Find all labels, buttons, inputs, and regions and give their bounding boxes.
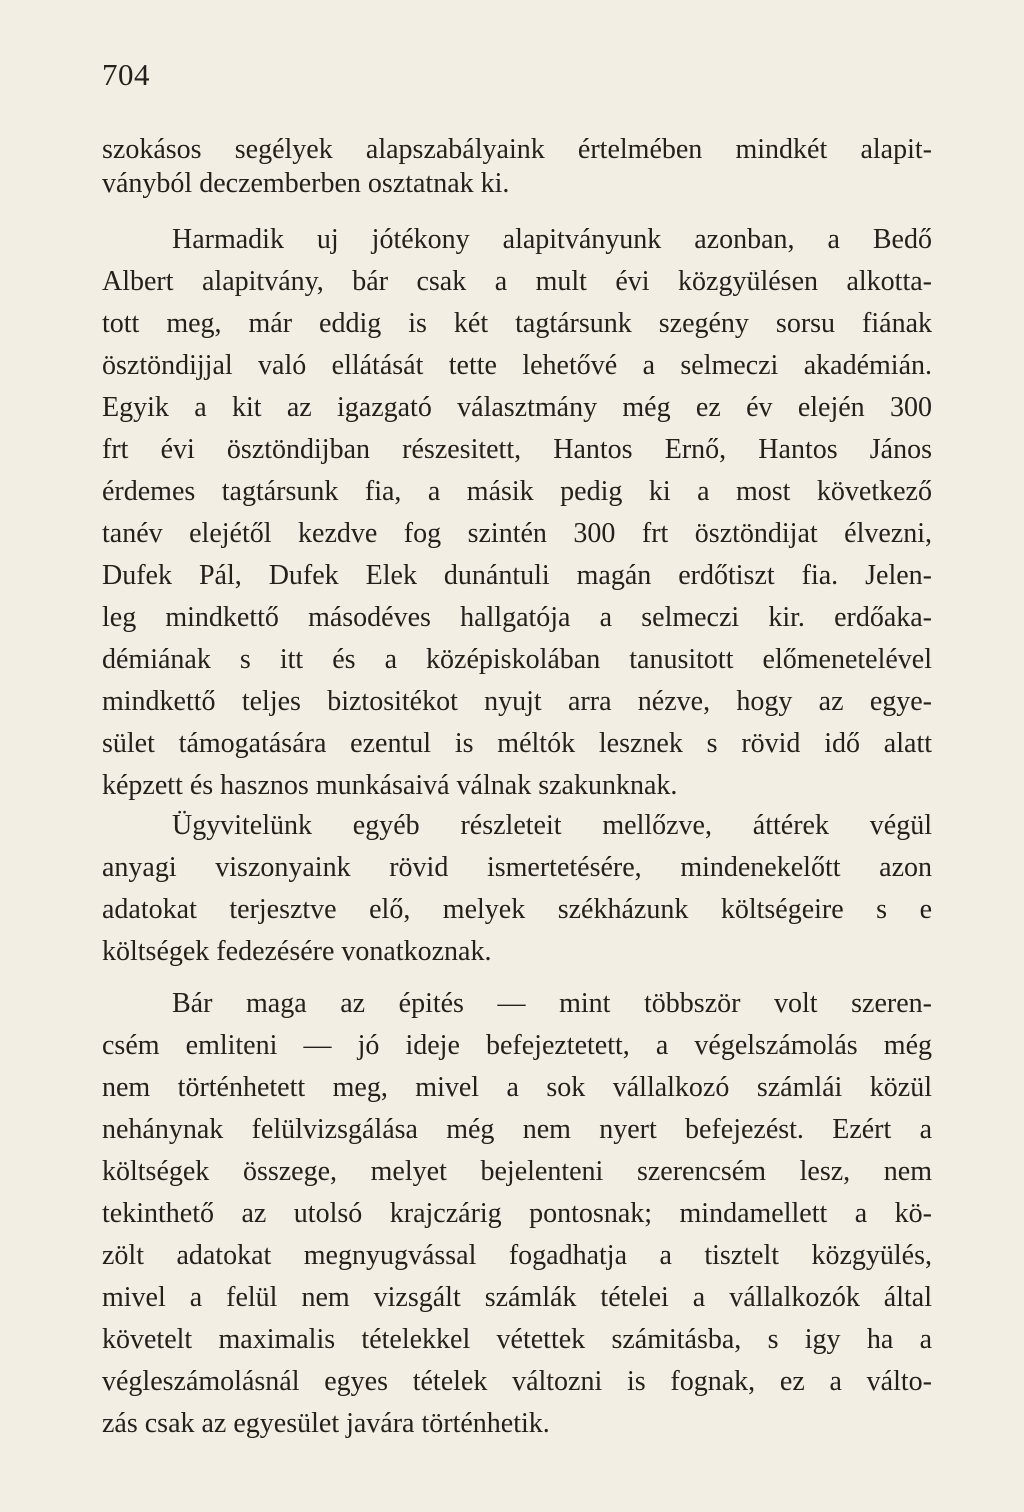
text-line: követelt maximalis tételekkel vétettek számitásba, s igy ha a [102, 1324, 932, 1355]
text-line: zás csak az egyesület javára történhetik. [102, 1408, 550, 1439]
text-line: tanév elejétől kezdve fog szintén 300 frt ösztöndijat élvezni, [102, 518, 932, 549]
text-line: Egyik a kit az igazgató választmány még ez év elején 300 [102, 392, 932, 423]
text-line: képzett és hasznos munkásaivá válnak szakunknak. [102, 770, 678, 801]
text-line: mindkettő teljes biztositékot nyujt arra nézve, hogy az egye- [102, 686, 932, 717]
text-line: démiának s itt és a középiskolában tanusitott előmenetelével [102, 644, 932, 675]
text-line: érdemes tagtársunk fia, a másik pedig ki a most következő [102, 476, 932, 507]
text-line: mivel a felül nem vizsgált számlák tételei a vállalkozók által [102, 1282, 932, 1313]
page-number: 704 [102, 57, 150, 92]
text-line: költségek fedezésére vonatkoznak. [102, 936, 492, 967]
text-line: csém emliteni — jó ideje befejeztetett, a végelszámolás még [102, 1030, 932, 1061]
text-line: Ügyvitelünk egyéb részleteit mellőzve, áttérek végül [172, 810, 932, 841]
text-line: Dufek Pál, Dufek Elek dunántuli magán erdőtiszt fia. Jelen- [102, 560, 932, 591]
text-line: szokásos segélyek alapszabályaink értelmében mindkét alapit- [102, 134, 932, 165]
text-line: anyagi viszonyaink rövid ismertetésére, mindenekelőtt azon [102, 852, 932, 883]
text-line: végleszámolásnál egyes tételek változni is fognak, ez a válto- [102, 1366, 932, 1397]
text-line: tott meg, már eddig is két tagtársunk szegény sorsu fiának [102, 308, 932, 339]
text-line: Harmadik uj jótékony alapitványunk azonban, a Bedő [172, 224, 932, 255]
text-line: ványból deczemberben osztatnak ki. [102, 168, 510, 199]
text-line: zölt adatokat megnyugvással fogadhatja a tisztelt közgyülés, [102, 1240, 932, 1271]
text-line: ösztöndijjal való ellátását tette lehetővé a selmeczi akadémián. [102, 350, 932, 381]
text-line: Albert alapitvány, bár csak a mult évi közgyülésen alkotta- [102, 266, 932, 297]
text-line: Bár maga az épités — mint többször volt szeren- [172, 988, 932, 1019]
text-line: tekinthető az utolsó krajczárig pontosnak; mindamellett a kö- [102, 1198, 932, 1229]
text-line: adatokat terjesztve elő, melyek székházunk költségeire s e [102, 894, 932, 925]
text-line: frt évi ösztöndijban részesitett, Hantos Ernő, Hantos János [102, 434, 932, 465]
text-line: nem történhetett meg, mivel a sok vállalkozó számlái közül [102, 1072, 932, 1103]
text-line: sület támogatására ezentul is méltók lesznek s rövid idő alatt [102, 728, 932, 759]
text-line: leg mindkettő másodéves hallgatója a selmeczi kir. erdőaka- [102, 602, 932, 633]
text-line: költségek összege, melyet bejelenteni szerencsém lesz, nem [102, 1156, 932, 1187]
text-line: nehánynak felülvizsgálása még nem nyert befejezést. Ezért a [102, 1114, 932, 1145]
